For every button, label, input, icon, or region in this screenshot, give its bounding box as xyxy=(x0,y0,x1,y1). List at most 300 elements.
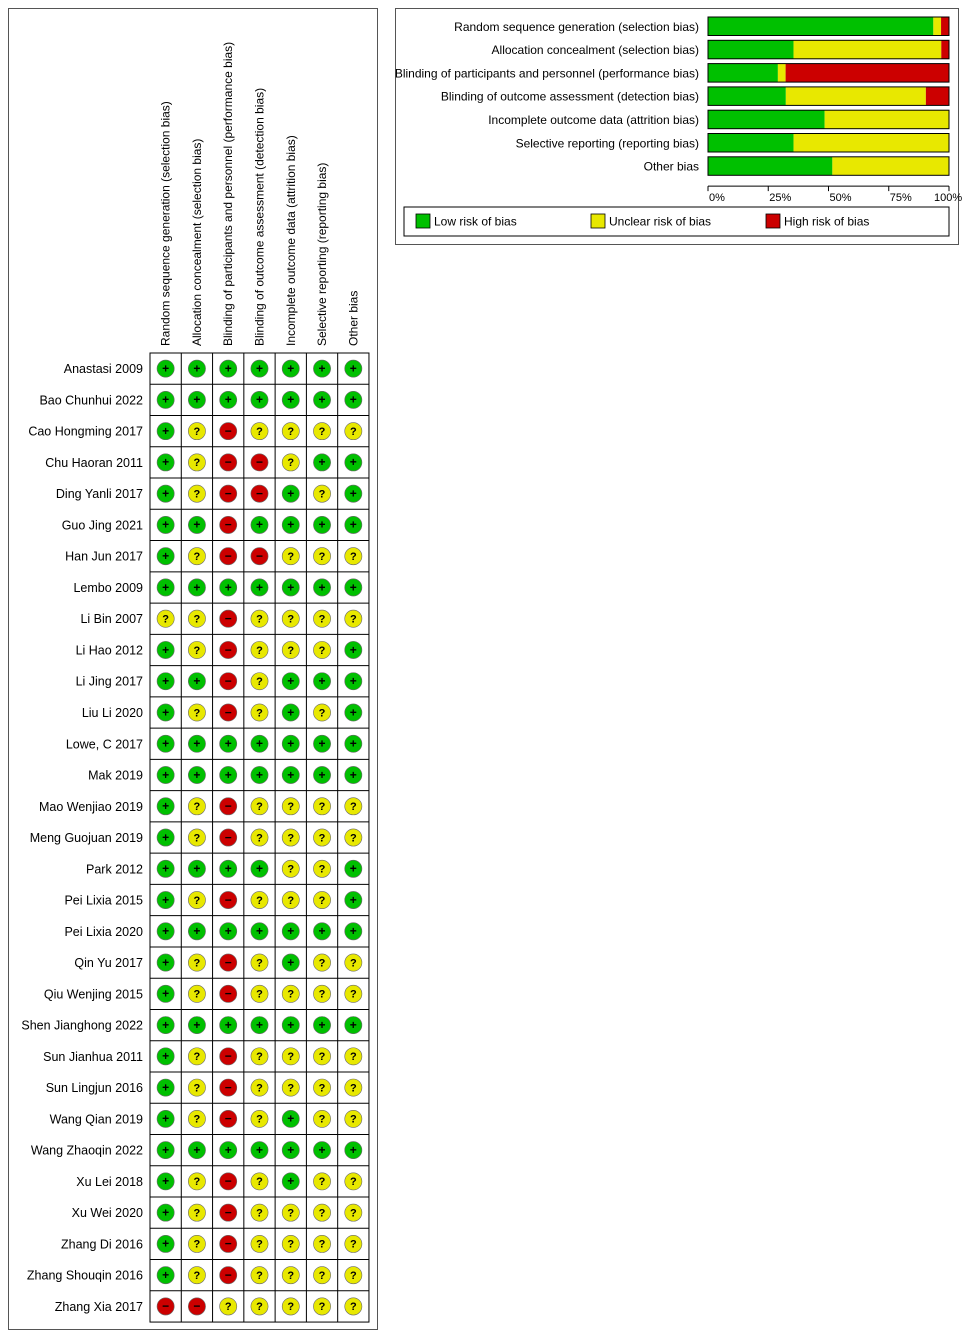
judgement-symbol: ? xyxy=(318,1113,326,1126)
judgement-symbol: ? xyxy=(287,894,295,907)
judgement-symbol: + xyxy=(162,986,170,1001)
judgement-unclear xyxy=(313,704,330,721)
legend-label: Unclear risk of bias xyxy=(609,214,712,229)
judgement-unclear xyxy=(282,641,299,658)
judgement-symbol: + xyxy=(162,1017,170,1032)
bar-segment-unclear xyxy=(933,17,941,36)
study-label: Lowe, C 2017 xyxy=(65,737,143,752)
category-label: Selective reporting (reporting bias) xyxy=(515,136,699,151)
judgement-symbol: − xyxy=(224,1049,232,1064)
judgement-symbol: ? xyxy=(193,1082,201,1095)
legend-swatch-high xyxy=(766,214,780,228)
judgement-low xyxy=(157,485,174,502)
judgement-symbol: − xyxy=(224,486,232,501)
judgement-symbol: + xyxy=(287,486,295,501)
judgement-unclear xyxy=(282,1267,299,1284)
judgement-symbol: − xyxy=(255,548,263,563)
judgement-symbol: + xyxy=(255,767,263,782)
judgement-symbol: ? xyxy=(318,1207,326,1220)
judgement-symbol: + xyxy=(193,517,201,532)
legend-swatch-unclear xyxy=(591,214,605,228)
judgement-symbol: ? xyxy=(193,988,201,1001)
judgement-symbol: ? xyxy=(318,1269,326,1282)
judgement-low xyxy=(313,735,330,752)
judgement-symbol: ? xyxy=(318,488,326,501)
judgement-high xyxy=(220,1235,237,1252)
study-label: Anastasi 2009 xyxy=(63,362,143,377)
judgement-symbol: ? xyxy=(287,1051,295,1064)
bar-segment-unclear xyxy=(786,87,926,106)
study-label: Wang Zhaoqin 2022 xyxy=(30,1143,143,1158)
judgement-symbol: + xyxy=(349,924,357,939)
judgement-symbol: + xyxy=(193,1142,201,1157)
judgement-low xyxy=(188,1142,205,1159)
judgement-symbol: ? xyxy=(256,1269,263,1282)
judgement-unclear xyxy=(313,1048,330,1065)
judgement-symbol: + xyxy=(287,955,295,970)
judgement-low xyxy=(157,860,174,877)
judgement-symbol: ? xyxy=(349,988,357,1001)
judgement-symbol: + xyxy=(255,1142,263,1157)
judgement-low xyxy=(313,454,330,471)
study-label: Xu Wei 2020 xyxy=(71,1206,143,1221)
judgement-symbol: ? xyxy=(349,425,357,438)
judgement-symbol: + xyxy=(349,674,357,689)
bar-segment-unclear xyxy=(778,64,786,83)
category-label: Allocation concealment (selection bias) xyxy=(491,43,699,58)
judgement-low xyxy=(157,423,174,440)
judgement-symbol: ? xyxy=(349,1269,357,1282)
judgement-unclear xyxy=(313,548,330,565)
judgement-symbol: + xyxy=(255,1017,263,1032)
category-label: Blinding of participants and personnel (performance bias) xyxy=(394,66,699,81)
judgement-high xyxy=(188,1298,205,1315)
judgement-low xyxy=(157,454,174,471)
judgement-symbol: + xyxy=(224,861,232,876)
judgement-low xyxy=(188,360,205,377)
judgement-symbol: ? xyxy=(193,832,201,845)
judgement-low xyxy=(157,1048,174,1065)
judgement-low xyxy=(345,891,362,908)
bar-segment-low xyxy=(708,157,832,176)
judgement-symbol: + xyxy=(224,392,232,407)
judgement-unclear xyxy=(251,891,268,908)
judgement-symbol: ? xyxy=(256,1301,263,1314)
judgement-symbol: ? xyxy=(318,1301,326,1314)
judgement-symbol: + xyxy=(287,361,295,376)
judgement-unclear xyxy=(251,1079,268,1096)
judgement-unclear xyxy=(313,1267,330,1284)
bar-segment-low xyxy=(708,110,825,129)
judgement-symbol: ? xyxy=(162,613,170,626)
judgement-symbol: + xyxy=(224,1017,232,1032)
domain-header: Random sequence generation (selection bias) xyxy=(158,101,173,346)
judgement-unclear xyxy=(188,798,205,815)
judgement-symbol: ? xyxy=(256,676,263,689)
judgement-low xyxy=(345,391,362,408)
judgement-symbol: ? xyxy=(349,957,357,970)
judgement-symbol: − xyxy=(224,799,232,814)
domain-header: Allocation concealment (selection bias) xyxy=(189,138,204,346)
judgement-unclear xyxy=(313,485,330,502)
judgement-unclear xyxy=(345,954,362,971)
judgement-symbol: ? xyxy=(193,707,201,720)
study-label: Zhang Di 2016 xyxy=(60,1237,143,1252)
judgement-low xyxy=(282,766,299,783)
judgement-symbol: ? xyxy=(318,863,326,876)
judgement-low xyxy=(157,391,174,408)
judgement-symbol: ? xyxy=(318,707,326,720)
judgement-unclear xyxy=(313,985,330,1002)
judgement-symbol: ? xyxy=(318,957,326,970)
judgement-low xyxy=(220,360,237,377)
domain-header: Blinding of outcome assessment (detection bias) xyxy=(252,87,267,347)
judgement-symbol: − xyxy=(224,1236,232,1251)
judgement-unclear xyxy=(251,1204,268,1221)
judgement-symbol: ? xyxy=(318,550,326,563)
x-tick-label: 75% xyxy=(889,192,912,205)
judgement-symbol: + xyxy=(318,924,326,939)
study-label: Zhang Shouqin 2016 xyxy=(26,1268,143,1283)
study-label: Xu Lei 2018 xyxy=(76,1174,143,1189)
judgement-low xyxy=(345,673,362,690)
judgement-symbol: + xyxy=(162,1080,170,1095)
judgement-symbol: ? xyxy=(287,425,295,438)
judgement-high xyxy=(220,1110,237,1127)
judgement-unclear xyxy=(345,1173,362,1190)
judgement-symbol: + xyxy=(162,705,170,720)
judgement-unclear xyxy=(188,704,205,721)
judgement-symbol: − xyxy=(224,1174,232,1189)
judgement-low xyxy=(251,579,268,596)
judgement-unclear xyxy=(313,860,330,877)
judgement-unclear xyxy=(345,548,362,565)
judgement-symbol: + xyxy=(193,580,201,595)
judgement-unclear xyxy=(313,829,330,846)
judgement-symbol: + xyxy=(162,924,170,939)
judgement-high xyxy=(157,1298,174,1315)
judgement-unclear xyxy=(282,1298,299,1315)
judgement-low xyxy=(345,766,362,783)
judgement-symbol: ? xyxy=(287,644,295,657)
judgement-symbol: + xyxy=(349,642,357,657)
judgement-symbol: ? xyxy=(193,550,201,563)
judgement-symbol: ? xyxy=(193,488,201,501)
judgement-low xyxy=(220,766,237,783)
bar-segment-high xyxy=(941,40,949,59)
judgement-symbol: + xyxy=(287,1111,295,1126)
judgement-symbol: + xyxy=(287,674,295,689)
bar-segment-high xyxy=(941,17,949,36)
judgement-symbol: ? xyxy=(287,832,295,845)
judgement-unclear xyxy=(188,1079,205,1096)
judgement-symbol: + xyxy=(287,736,295,751)
judgement-unclear xyxy=(251,1298,268,1315)
judgement-unclear xyxy=(188,891,205,908)
judgement-low xyxy=(157,829,174,846)
judgement-low xyxy=(188,860,205,877)
judgement-low xyxy=(157,641,174,658)
study-label: Qiu Wenjing 2015 xyxy=(43,987,143,1002)
category-label: Other bias xyxy=(643,159,699,174)
judgement-symbol: + xyxy=(287,1017,295,1032)
study-label: Park 2012 xyxy=(86,862,143,877)
judgement-symbol: ? xyxy=(193,425,201,438)
judgement-high xyxy=(220,423,237,440)
judgement-symbol: ? xyxy=(256,1082,263,1095)
judgement-symbol: + xyxy=(224,1142,232,1157)
judgement-low xyxy=(157,704,174,721)
judgement-high xyxy=(220,1079,237,1096)
judgement-symbol: + xyxy=(224,736,232,751)
judgement-symbol: + xyxy=(255,861,263,876)
judgement-low xyxy=(313,360,330,377)
judgement-unclear xyxy=(282,548,299,565)
bar-segment-unclear xyxy=(832,157,949,176)
judgement-unclear xyxy=(345,1079,362,1096)
judgement-low xyxy=(188,766,205,783)
judgement-symbol: + xyxy=(318,1142,326,1157)
judgement-symbol: ? xyxy=(349,1238,357,1251)
judgement-low xyxy=(157,985,174,1002)
judgement-low xyxy=(313,673,330,690)
judgement-low xyxy=(157,923,174,940)
bar-segment-high xyxy=(786,64,949,83)
judgement-high xyxy=(220,798,237,815)
domain-header: Blinding of participants and personnel (performance bias) xyxy=(221,41,236,346)
judgement-symbol: ? xyxy=(318,801,326,814)
study-label: Han Jun 2017 xyxy=(65,549,143,564)
bar-segment-high xyxy=(926,87,949,106)
judgement-low xyxy=(188,516,205,533)
judgement-symbol: − xyxy=(255,455,263,470)
judgement-symbol: + xyxy=(162,392,170,407)
judgement-unclear xyxy=(251,1235,268,1252)
judgement-low xyxy=(345,704,362,721)
judgement-symbol: ? xyxy=(318,832,326,845)
judgement-low xyxy=(188,673,205,690)
judgement-symbol: ? xyxy=(256,613,263,626)
judgement-symbol: ? xyxy=(318,1176,326,1189)
study-label: Li Bin 2007 xyxy=(80,612,143,627)
judgement-high xyxy=(220,610,237,627)
judgement-low xyxy=(157,548,174,565)
judgement-low xyxy=(345,360,362,377)
judgement-symbol: + xyxy=(318,767,326,782)
judgement-symbol: + xyxy=(162,674,170,689)
judgement-symbol: + xyxy=(162,1236,170,1251)
judgement-symbol: ? xyxy=(318,1238,326,1251)
judgement-symbol: + xyxy=(162,361,170,376)
judgement-symbol: − xyxy=(224,830,232,845)
judgement-symbol: ? xyxy=(256,707,263,720)
judgement-low xyxy=(157,798,174,815)
judgement-symbol: ? xyxy=(287,1207,295,1220)
x-tick-label: 50% xyxy=(829,192,852,205)
judgement-unclear xyxy=(282,798,299,815)
judgement-high xyxy=(220,1267,237,1284)
judgement-unclear xyxy=(188,985,205,1002)
judgement-symbol: + xyxy=(193,1017,201,1032)
judgement-symbol: − xyxy=(224,1080,232,1095)
judgement-symbol: + xyxy=(349,861,357,876)
judgement-symbol: − xyxy=(255,486,263,501)
judgement-symbol: ? xyxy=(287,1301,295,1314)
judgement-symbol: ? xyxy=(287,863,295,876)
judgement-unclear xyxy=(251,985,268,1002)
judgement-symbol: + xyxy=(318,736,326,751)
judgement-unclear xyxy=(188,454,205,471)
judgement-unclear xyxy=(282,860,299,877)
judgement-symbol: − xyxy=(224,455,232,470)
judgement-low xyxy=(345,454,362,471)
domain-header: Selective reporting (reporting bias) xyxy=(315,162,330,346)
judgement-symbol: ? xyxy=(193,1269,201,1282)
judgement-symbol: + xyxy=(318,392,326,407)
judgement-unclear xyxy=(251,423,268,440)
judgement-symbol: ? xyxy=(287,801,295,814)
judgement-high xyxy=(220,829,237,846)
judgement-low xyxy=(251,923,268,940)
judgement-symbol: + xyxy=(162,1174,170,1189)
judgement-symbol: − xyxy=(224,892,232,907)
judgement-symbol: − xyxy=(224,548,232,563)
judgement-low xyxy=(282,1142,299,1159)
judgement-symbol: + xyxy=(287,580,295,595)
judgement-unclear xyxy=(251,829,268,846)
judgement-unclear xyxy=(157,610,174,627)
judgement-low xyxy=(220,1016,237,1033)
judgement-symbol: + xyxy=(162,486,170,501)
legend-label: Low risk of bias xyxy=(434,214,517,229)
judgement-unclear xyxy=(313,1204,330,1221)
judgement-high xyxy=(220,548,237,565)
judgement-symbol: + xyxy=(193,736,201,751)
judgement-low xyxy=(157,1235,174,1252)
judgement-symbol: ? xyxy=(287,550,295,563)
study-label: Liu Li 2020 xyxy=(81,705,143,720)
judgement-symbol: + xyxy=(349,1142,357,1157)
judgement-low xyxy=(157,735,174,752)
judgement-unclear xyxy=(313,1173,330,1190)
judgement-symbol: + xyxy=(349,486,357,501)
judgement-low xyxy=(313,579,330,596)
legend-label: High risk of bias xyxy=(784,214,870,229)
study-label: Shen Jianghong 2022 xyxy=(21,1018,143,1033)
judgement-unclear xyxy=(313,641,330,658)
judgement-symbol: ? xyxy=(193,1051,201,1064)
judgement-unclear xyxy=(345,798,362,815)
judgement-low xyxy=(188,579,205,596)
judgement-low xyxy=(313,766,330,783)
judgement-low xyxy=(282,1016,299,1033)
judgement-low xyxy=(282,954,299,971)
judgement-symbol: ? xyxy=(256,1176,263,1189)
judgement-symbol: + xyxy=(349,361,357,376)
judgement-low xyxy=(251,1016,268,1033)
judgement-unclear xyxy=(345,1048,362,1065)
judgement-unclear xyxy=(188,1110,205,1127)
judgement-symbol: − xyxy=(224,423,232,438)
judgement-symbol: + xyxy=(318,517,326,532)
judgement-low xyxy=(157,1267,174,1284)
judgement-low xyxy=(188,735,205,752)
bar-segment-low xyxy=(708,134,794,153)
judgement-low xyxy=(157,1110,174,1127)
judgement-low xyxy=(157,891,174,908)
judgement-symbol: + xyxy=(193,767,201,782)
judgement-unclear xyxy=(282,423,299,440)
category-label: Blinding of outcome assessment (detection bias) xyxy=(440,89,699,104)
judgement-high xyxy=(220,454,237,471)
judgement-unclear xyxy=(188,485,205,502)
judgement-low xyxy=(282,673,299,690)
bar-segment-low xyxy=(708,17,933,36)
x-tick-label: 100% xyxy=(934,192,963,205)
judgement-unclear xyxy=(313,1079,330,1096)
judgement-symbol: + xyxy=(193,861,201,876)
judgement-symbol: ? xyxy=(318,1082,326,1095)
judgement-symbol: + xyxy=(318,455,326,470)
judgement-low xyxy=(157,516,174,533)
study-label: Pei Lixia 2015 xyxy=(64,893,143,908)
judgement-symbol: + xyxy=(162,1205,170,1220)
study-label: Qin Yu 2017 xyxy=(74,956,143,971)
judgement-unclear xyxy=(345,829,362,846)
judgement-symbol: ? xyxy=(349,1113,357,1126)
judgement-low xyxy=(282,485,299,502)
judgement-symbol: ? xyxy=(318,425,326,438)
judgement-unclear xyxy=(251,1048,268,1065)
judgement-unclear xyxy=(188,423,205,440)
x-tick-label: 0% xyxy=(709,192,725,205)
judgement-symbol: ? xyxy=(193,613,201,626)
judgement-low xyxy=(313,1142,330,1159)
judgement-low xyxy=(313,1016,330,1033)
judgement-symbol: ? xyxy=(193,1113,201,1126)
judgement-symbol: + xyxy=(255,392,263,407)
judgement-symbol: + xyxy=(349,1017,357,1032)
judgement-high xyxy=(251,548,268,565)
judgement-unclear xyxy=(345,1235,362,1252)
judgement-unclear xyxy=(345,1110,362,1127)
judgement-symbol: + xyxy=(162,892,170,907)
judgement-symbol: ? xyxy=(349,1176,357,1189)
judgement-symbol: ? xyxy=(193,894,201,907)
judgement-symbol: + xyxy=(318,580,326,595)
judgement-symbol: − xyxy=(224,1111,232,1126)
judgement-symbol: ? xyxy=(256,832,263,845)
study-label: Sun Jianhua 2011 xyxy=(43,1049,143,1064)
judgement-symbol: − xyxy=(224,986,232,1001)
judgement-low xyxy=(313,923,330,940)
judgement-unclear xyxy=(188,1235,205,1252)
judgement-symbol: + xyxy=(162,736,170,751)
judgement-symbol: + xyxy=(224,767,232,782)
judgement-low xyxy=(157,1079,174,1096)
judgement-low xyxy=(282,579,299,596)
judgement-unclear xyxy=(188,954,205,971)
judgement-unclear xyxy=(282,1235,299,1252)
judgement-low xyxy=(251,860,268,877)
judgement-symbol: ? xyxy=(256,988,263,1001)
judgement-unclear xyxy=(345,1267,362,1284)
judgement-symbol: − xyxy=(224,517,232,532)
judgement-unclear xyxy=(282,891,299,908)
judgement-unclear xyxy=(313,1298,330,1315)
judgement-low xyxy=(345,860,362,877)
judgement-symbol: + xyxy=(349,517,357,532)
